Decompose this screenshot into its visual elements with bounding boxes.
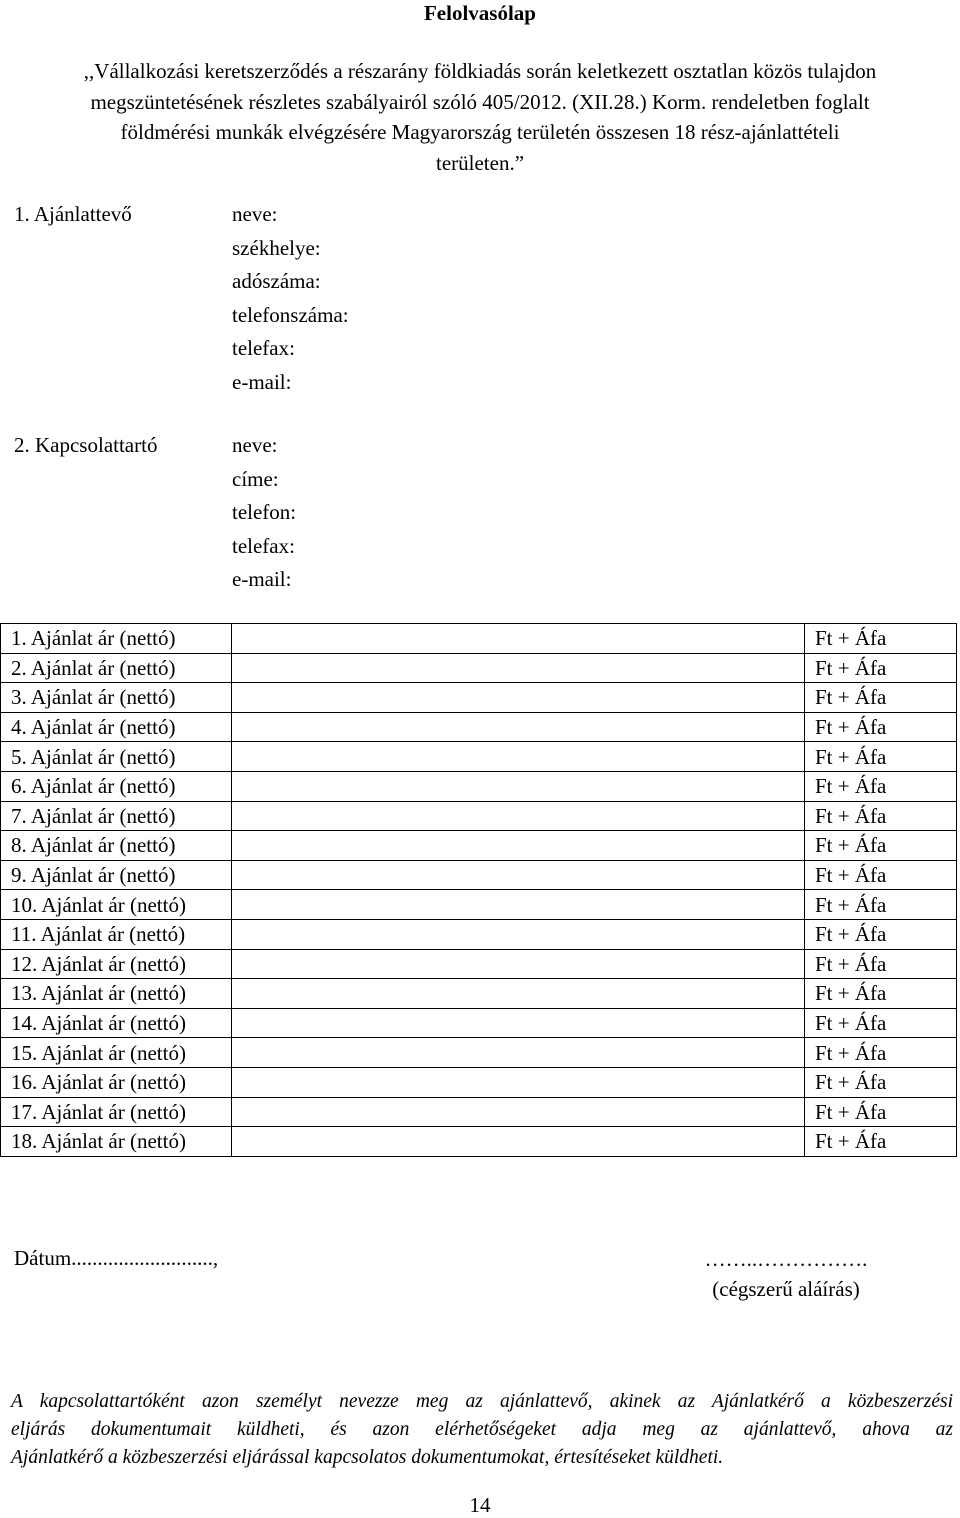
bidder-field-tax-number: adószáma: — [232, 269, 321, 293]
offer-unit-cell: Ft + Áfa — [805, 742, 957, 772]
intro-line: területen.” — [435, 150, 525, 175]
table-row — [1, 683, 957, 713]
offer-unit-cell: Ft + Áfa — [805, 1008, 957, 1038]
offer-price-input-cell[interactable] — [232, 1038, 805, 1068]
table-row — [1, 1008, 957, 1038]
offer-price-input-cell[interactable] — [232, 683, 805, 713]
offer-unit-cell: Ft + Áfa — [805, 890, 957, 920]
offer-label-cell: 3. Ajánlat ár (nettó) — [1, 683, 232, 713]
offer-price-input-cell[interactable] — [232, 831, 805, 861]
page-title: Felolvasólap — [423, 1, 536, 25]
intro-line: földmérési munkák elvégzésére Magyarország területén összesen 18 rész-ajánlattételi — [120, 120, 840, 144]
offer-label-cell: 16. Ajánlat ár (nettó) — [1, 1067, 232, 1097]
offer-label-cell: 17. Ajánlat ár (nettó) — [1, 1097, 232, 1127]
offer-price-input-cell[interactable] — [232, 771, 805, 801]
contact-field-fax: telefax: — [232, 533, 295, 558]
bidder-field-phone: telefonszáma: — [232, 302, 349, 327]
offer-price-input-cell[interactable] — [232, 1127, 805, 1157]
offer-price-input-cell[interactable] — [232, 979, 805, 1009]
offer-unit-cell: Ft + Áfa — [805, 860, 957, 890]
offer-label-cell: 5. Ajánlat ár (nettó) — [1, 742, 232, 772]
table-row — [1, 742, 957, 772]
note-line: Ajánlatkérő a közbeszerzési eljárással kapcsolatos dokumentumokat, értesítéseket küldheti. — [11, 1447, 724, 1468]
contact-field-address: címe: — [232, 466, 279, 491]
table-row — [1, 712, 957, 742]
offer-price-input-cell[interactable] — [232, 624, 805, 654]
offer-unit-cell: Ft + Áfa — [805, 624, 957, 654]
offer-price-input-cell[interactable] — [232, 801, 805, 831]
offer-price-input-cell[interactable] — [232, 949, 805, 979]
offer-unit-cell: Ft + Áfa — [805, 683, 957, 713]
offer-unit-cell: Ft + Áfa — [805, 1038, 957, 1068]
offer-label-cell: 7. Ajánlat ár (nettó) — [1, 801, 232, 831]
offer-label-cell: 15. Ajánlat ár (nettó) — [1, 1038, 232, 1068]
table-row — [1, 890, 957, 920]
table-row — [1, 771, 957, 801]
bidder-field-fax: telefax: — [232, 336, 295, 360]
offer-unit-cell: Ft + Áfa — [805, 831, 957, 861]
contact-label: 2. Kapcsolattartó — [14, 433, 158, 457]
table-row — [1, 1097, 957, 1127]
offer-unit-cell: Ft + Áfa — [805, 653, 957, 683]
offer-unit-cell: Ft + Áfa — [805, 712, 957, 742]
table-row — [1, 831, 957, 861]
bidder-field-name: neve: — [232, 202, 278, 226]
offer-price-input-cell[interactable] — [232, 919, 805, 949]
table-row — [1, 860, 957, 890]
contact-field-email: e-mail: — [232, 567, 292, 591]
signature-block — [676, 1244, 896, 1304]
offer-unit-cell: Ft + Áfa — [805, 979, 957, 1009]
offer-unit-cell: Ft + Áfa — [805, 1067, 957, 1097]
offer-price-input-cell[interactable] — [232, 860, 805, 890]
table-row — [1, 1067, 957, 1097]
offer-price-input-cell[interactable] — [232, 1008, 805, 1038]
offer-price-input-cell[interactable] — [232, 1097, 805, 1127]
offer-price-input-cell[interactable] — [232, 653, 805, 683]
offer-unit-cell: Ft + Áfa — [805, 771, 957, 801]
bidder-field-seat: székhelye: — [232, 235, 321, 260]
date-field: Dátum..........................., — [14, 1246, 219, 1270]
offer-unit-cell: Ft + Áfa — [805, 919, 957, 949]
offer-label-cell: 9. Ajánlat ár (nettó) — [1, 860, 232, 890]
note-line: A kapcsolattartóként azon személyt nevezze meg az ajánlattevő, akinek az Ajánlatkérő a közbeszerzési — [11, 1391, 953, 1412]
table-row — [1, 653, 957, 683]
offer-unit-cell: Ft + Áfa — [805, 949, 957, 979]
page-number: 14 — [469, 1493, 491, 1517]
table-row — [1, 919, 957, 949]
offer-label-cell: 12. Ajánlat ár (nettó) — [1, 949, 232, 979]
offer-label-cell: 11. Ajánlat ár (nettó) — [1, 919, 232, 949]
offer-price-input-cell[interactable] — [232, 1067, 805, 1097]
table-row — [1, 1038, 957, 1068]
intro-line: megszüntetésének részletes szabályairól szóló 405/2012. (XII.28.) Korm. rendeletben foglalt — [90, 89, 870, 114]
offer-label-cell: 8. Ajánlat ár (nettó) — [1, 831, 232, 861]
signature-line: ……..……………. — [704, 1247, 868, 1271]
contact-fields — [232, 429, 296, 597]
offer-label-cell: 14. Ajánlat ár (nettó) — [1, 1008, 232, 1038]
contact-field-phone: telefon: — [232, 500, 297, 524]
offer-unit-cell: Ft + Áfa — [805, 1127, 957, 1157]
offer-unit-cell: Ft + Áfa — [805, 801, 957, 831]
offer-price-input-cell[interactable] — [232, 742, 805, 772]
table-row — [1, 624, 957, 654]
table-row — [1, 979, 957, 1009]
offer-label-cell: 13. Ajánlat ár (nettó) — [1, 979, 232, 1009]
offer-label-cell: 10. Ajánlat ár (nettó) — [1, 890, 232, 920]
signature-label: (cégszerű aláírás) — [712, 1277, 860, 1301]
contact-note — [11, 1388, 953, 1472]
bidder-fields — [232, 198, 349, 399]
offer-label-cell: 1. Ajánlat ár (nettó) — [1, 624, 232, 654]
offer-label-cell: 18. Ajánlat ár (nettó) — [1, 1127, 232, 1157]
table-row — [1, 949, 957, 979]
offer-label-cell: 6. Ajánlat ár (nettó) — [1, 771, 232, 801]
intro-line: ,,Vállalkozási keretszerződés a részarány földkiadás során keletkezett osztatlan közös tulajdon — [83, 59, 877, 83]
table-row — [1, 1127, 957, 1157]
intro-paragraph — [0, 56, 960, 178]
note-line: eljárás dokumentumait küldheti, és azon elérhetőségeket adja meg az ajánlattevő, ahova az — [11, 1419, 953, 1440]
offer-price-input-cell[interactable] — [232, 712, 805, 742]
offer-label-cell: 2. Ajánlat ár (nettó) — [1, 653, 232, 683]
offer-unit-cell: Ft + Áfa — [805, 1097, 957, 1127]
table-row — [1, 801, 957, 831]
bidder-field-email: e-mail: — [232, 369, 292, 394]
offer-price-table — [0, 623, 957, 1157]
offer-label-cell: 4. Ajánlat ár (nettó) — [1, 712, 232, 742]
offer-price-input-cell[interactable] — [232, 890, 805, 920]
contact-field-name: neve: — [232, 433, 278, 457]
bidder-label: 1. Ajánlattevő — [14, 202, 132, 226]
